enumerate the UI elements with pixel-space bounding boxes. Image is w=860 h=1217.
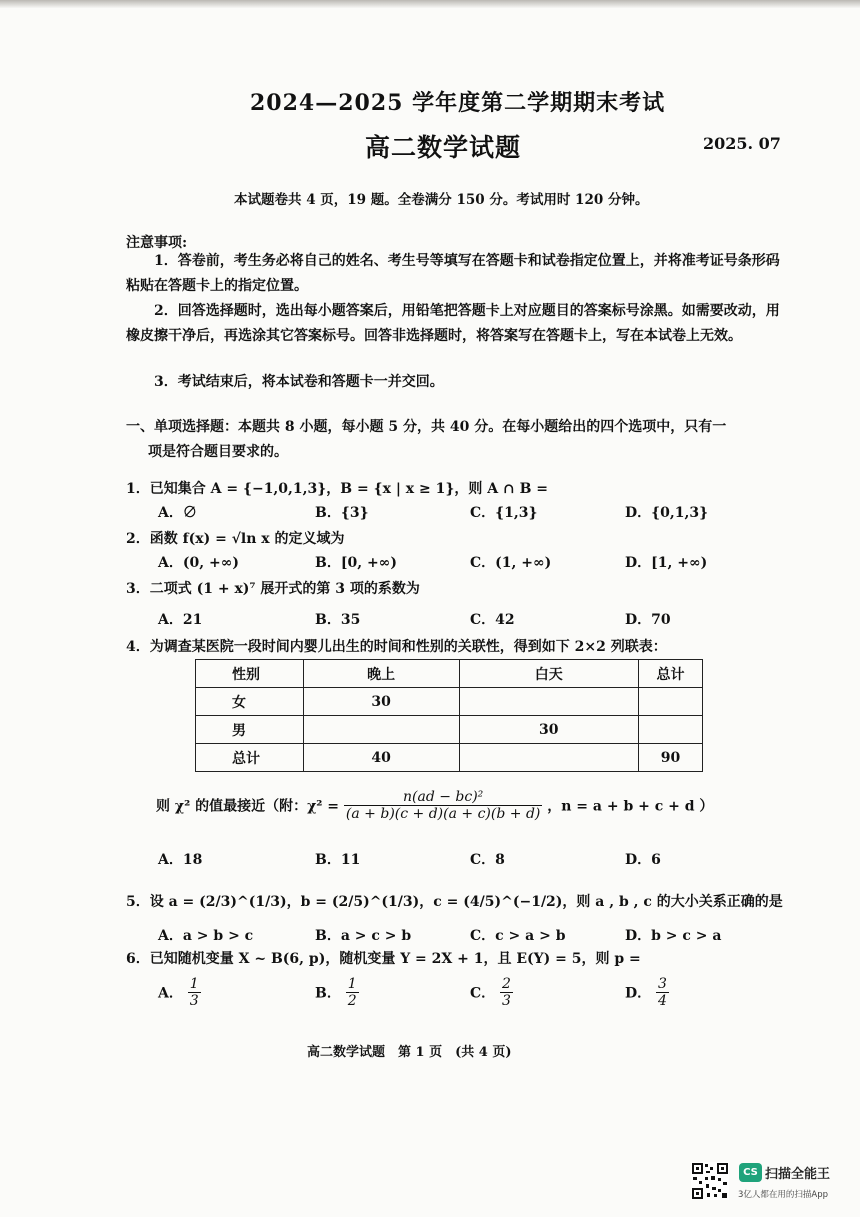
option-label: B． xyxy=(315,985,341,1002)
table-cell: 30 xyxy=(303,688,459,716)
question-6-stem: 6．已知随机变量 X ~ B(6, p)，随机变量 Y = 2X + 1，且 E(Y) = 5，则 p = xyxy=(126,951,641,967)
question-4-formula-line xyxy=(156,789,713,822)
question-4-option-c: C．8 xyxy=(470,852,505,868)
option-label: C． xyxy=(470,985,496,1002)
question-5-stem-ask: ，则 a , b , c 的大小关系正确的是 xyxy=(562,894,783,910)
qr-code-icon xyxy=(691,1162,729,1200)
question-2-option-b: B．[0, +∞) xyxy=(315,555,397,571)
question-1-option-b: B．{3} xyxy=(315,505,369,521)
question-1-option-d: D．{0,1,3} xyxy=(625,505,709,521)
table-row xyxy=(196,716,703,744)
question-3-stem: 3．二项式 (1 + x)⁷ 展开式的第 3 项的系数为 xyxy=(126,581,420,597)
option-fraction xyxy=(346,976,359,1009)
question-4-stem: 4．为调查某医院一段时间内婴儿出生的时间和性别的关联性，得到如下 2×2 列联表： xyxy=(126,639,667,655)
exam-intro: 本试题卷共 4 页，19 题。全卷满分 150 分。考试用时 120 分钟。 xyxy=(234,192,649,208)
question-6-option-b xyxy=(315,976,359,1009)
question-3-option-a: A．21 xyxy=(158,612,203,628)
question-6-option-d xyxy=(625,976,669,1009)
option-fraction xyxy=(500,976,513,1009)
question-3-option-c: C．42 xyxy=(470,612,515,628)
question-4-option-d: D．6 xyxy=(625,852,661,868)
camscanner-logo-icon: CS xyxy=(739,1163,762,1182)
table-header-cell: 性别 xyxy=(196,660,304,688)
exam-date: 2025. 07 xyxy=(703,134,781,153)
option-label: D． xyxy=(625,985,652,1002)
question-2-option-a: A．(0, +∞) xyxy=(158,555,239,571)
table-row xyxy=(196,688,703,716)
question-6-option-a xyxy=(158,976,201,1009)
chi-square-fraction xyxy=(344,789,542,822)
table-row xyxy=(196,744,703,772)
scanner-app-name: 扫描全能王 xyxy=(765,1167,831,1182)
question-3-option-b: B．35 xyxy=(315,612,361,628)
question-5-option-b: B．a > c > b xyxy=(315,928,412,944)
table-header-cell: 晚上 xyxy=(303,660,459,688)
table-cell xyxy=(639,716,703,744)
question-2-option-c: C．(1, +∞) xyxy=(470,555,552,571)
table-cell: 女 xyxy=(196,688,304,716)
section-heading-line2: 项是符合题目要求的。 xyxy=(148,444,288,460)
fraction-denominator: 4 xyxy=(658,993,667,1009)
fraction-numerator: 1 xyxy=(347,976,357,992)
question-5-stem xyxy=(126,891,783,911)
table-cell: 男 xyxy=(196,716,304,744)
table-header-row xyxy=(196,660,703,688)
option-label: A． xyxy=(158,985,183,1002)
question-5-stem-expr: 5．设 a = (2/3)^(1/3)，b = (2/5)^(1/3)，c = (4/5)^(−1/2) xyxy=(126,894,563,910)
chi-square-denominator: (a + b)(c + d)(a + c)(b + d) xyxy=(345,806,541,822)
table-cell: 90 xyxy=(639,744,703,772)
table-header-cell: 总计 xyxy=(639,660,703,688)
option-fraction xyxy=(188,976,201,1009)
table-header-cell: 白天 xyxy=(459,660,639,688)
contingency-table xyxy=(195,659,703,772)
question-2-option-d: D．[1, +∞) xyxy=(625,555,708,571)
question-4-option-a: A．18 xyxy=(158,852,203,868)
table-cell xyxy=(303,716,459,744)
scanner-tagline: 3亿人都在用的扫描App xyxy=(738,1190,829,1200)
exam-subtitle: 高二数学试题 xyxy=(365,133,522,162)
question-4-ask-prefix: 则 χ² 的值最接近（附：χ² = xyxy=(156,798,340,815)
question-5-option-a: A．a > b > c xyxy=(158,928,254,944)
notice-heading: 注意事项: xyxy=(126,235,188,251)
fraction-numerator: 3 xyxy=(658,976,667,992)
fraction-denominator: 3 xyxy=(502,993,511,1009)
table-cell: 40 xyxy=(303,744,459,772)
question-1-option-a: A．∅ xyxy=(158,505,197,521)
fraction-denominator: 3 xyxy=(189,993,199,1009)
section-heading xyxy=(126,415,786,465)
table-cell xyxy=(459,744,639,772)
question-2-stem: 2．函数 f(x) = √ln x 的定义域为 xyxy=(126,531,345,547)
fraction-numerator: 2 xyxy=(502,976,511,992)
exam-title: 2024—2025 学年度第二学期期末考试 xyxy=(250,90,666,116)
table-cell xyxy=(639,688,703,716)
scan-edge xyxy=(0,0,860,8)
question-1-stem: 1．已知集合 A = {−1,0,1,3}，B = {x | x ≥ 1}，则 A ∩ B = xyxy=(126,481,549,497)
question-4-option-b: B．11 xyxy=(315,852,361,868)
section-heading-line1: 一、单项选择题：本题共 8 小题，每小题 5 分，共 40 分。在每小题给出的四个选项中，只有一 xyxy=(126,419,727,435)
notice-item-1: 1．答卷前，考生务必将自己的姓名、考生号等填写在答题卡和试卷指定位置上，并将准考证号条形码粘贴在答题卡上的指定位置。 xyxy=(126,253,780,294)
question-3-option-d: D．70 xyxy=(625,612,671,628)
page-footer: 高二数学试题 第 1 页 (共 4 页) xyxy=(307,1045,512,1060)
fraction-numerator: 1 xyxy=(189,976,199,992)
table-cell: 总计 xyxy=(196,744,304,772)
table-cell xyxy=(459,688,639,716)
question-6-option-c xyxy=(470,976,513,1009)
table-cell: 30 xyxy=(459,716,639,744)
option-fraction xyxy=(656,976,669,1009)
question-1-option-c: C．{1,3} xyxy=(470,505,538,521)
question-4-ask-suffix: ，n = a + b + c + d ） xyxy=(547,798,714,815)
notice-item-2: 2．回答选择题时，选出每小题答案后，用铅笔把答题卡上对应题目的答案标号涂黑。如需要改动，用橡皮擦干净后，再选涂其它答案标号。回答非选择题时，将答案写在答题卡上，写在本试卷上无效。 xyxy=(126,303,780,344)
chi-square-numerator: n(ad − bc)² xyxy=(344,789,542,806)
question-5-option-c: C．c > a > b xyxy=(470,928,566,944)
notice-item-3: 3．考试结束后，将本试卷和答题卡一并交回。 xyxy=(154,374,444,390)
fraction-denominator: 2 xyxy=(347,993,357,1009)
question-5-option-d: D．b > c > a xyxy=(625,928,722,944)
